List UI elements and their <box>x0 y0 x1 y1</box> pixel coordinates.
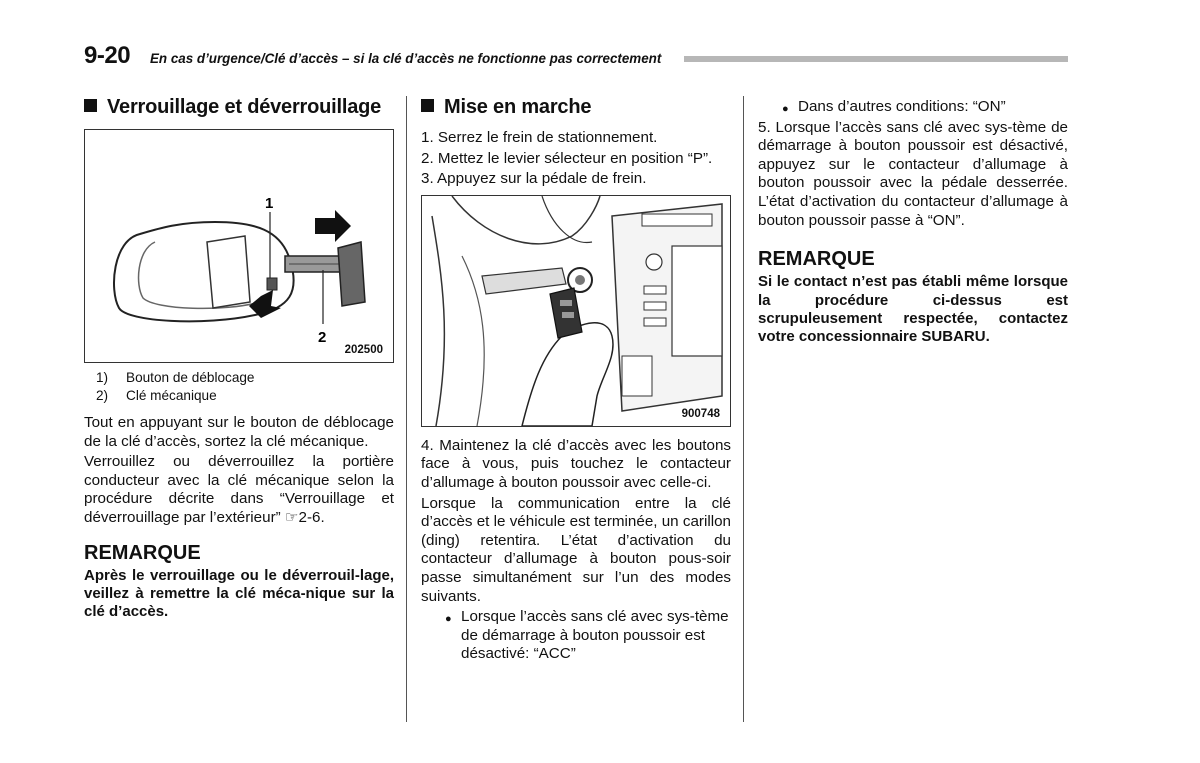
column-divider-2 <box>743 96 744 722</box>
figure-code-900748: 900748 <box>681 407 720 420</box>
note-text: Après le verrouillage ou le déverrouil-lage, veillez à remettre la clé méca-nique sur la clé d’accès. <box>84 566 394 621</box>
step-1: 1. Serrez le frein de stationnement. <box>421 129 658 146</box>
column-3 <box>758 98 1068 347</box>
step-5: 5. Lorsque l’accès sans clé avec sys-tème de démarrage à bouton poussoir est désactivé, appuyez sur le contacteur d’allumage à bouton poussoir avec la pédale desserrée. L’état d’activation du contacteur d’allumage à bouton poussoir passe à “ON”. <box>758 118 1068 229</box>
page-header <box>84 36 1068 76</box>
section-title-lock: Verrouillage et déverrouillage <box>84 96 394 119</box>
dashboard-illustration <box>422 196 730 426</box>
legend-item: 1) Bouton de déblocage <box>96 370 255 385</box>
callout-2: 2 <box>318 329 327 346</box>
step-4: 4. Maintenez la clé d’accès avec les boutons face à vous, puis touchez le contacteur d’allumage à bouton poussoir avec celle-ci. <box>421 436 731 491</box>
column-1 <box>84 94 394 622</box>
header-title: En cas d’urgence/Clé d’accès – si la clé d’accès ne fonctionne pas correctement <box>150 51 662 66</box>
paragraph-release-key: Tout en appuyant sur le bouton de déblocage de la clé d’accès, sortez la clé mécanique. <box>84 414 394 450</box>
bullet-dot-icon: ● <box>782 103 789 115</box>
note-text: Si le contact n’est pas établi même lorsque la procédure ci-dessus est scrupuleusement respectée, contactez votre concessionnaire SUBARU. <box>758 273 1068 346</box>
legend-item: 2) Clé mécanique <box>96 387 217 403</box>
bullet-acc: ● Lorsque l’accès sans clé avec sys-tème de démarrage à bouton poussoir est désactivé: “ACC” <box>445 608 729 663</box>
figure-legend <box>96 369 394 404</box>
column-2 <box>421 94 731 664</box>
figure-access-key <box>84 129 394 363</box>
step-3: 3. Appuyez sur la pédale de frein. <box>421 170 647 188</box>
figure-code-202500: 202500 <box>344 344 383 356</box>
paragraph-lock-door: Verrouillez ou déverrouillez la portière conducteur avec la clé mécanique selon la procédure décrite dans “Verrouillage et déverrouillage par l’extérieur” ☞2-6. <box>84 453 394 526</box>
paragraph-communication: Lorsque la communication entre la clé d’accès et le véhicule est terminée, un carillon (ding) retentira. L’état d’activation du contacteur d’allumage à bouton pous-soir passe simultanément sur l’un des modes suivants. <box>421 494 731 605</box>
bullet-on: ● Dans d’autres conditions: “ON” <box>782 98 1068 119</box>
section-title-start: Mise en marche <box>421 96 731 119</box>
bullet-dot-icon: ● <box>445 613 452 626</box>
access-key-illustration <box>85 130 393 362</box>
square-bullet-icon <box>421 99 434 112</box>
header-rule <box>684 56 1068 62</box>
page-number: 9-20 <box>84 42 131 69</box>
step-2: 2. Mettez le levier sélecteur en position “P”. <box>421 149 713 167</box>
figure-push-button-start <box>421 195 731 427</box>
note-title: REMARQUE <box>84 541 201 564</box>
column-divider-1 <box>406 96 407 722</box>
note-title: REMARQUE <box>758 248 875 271</box>
square-bullet-icon <box>84 99 97 112</box>
callout-1: 1 <box>265 195 274 212</box>
